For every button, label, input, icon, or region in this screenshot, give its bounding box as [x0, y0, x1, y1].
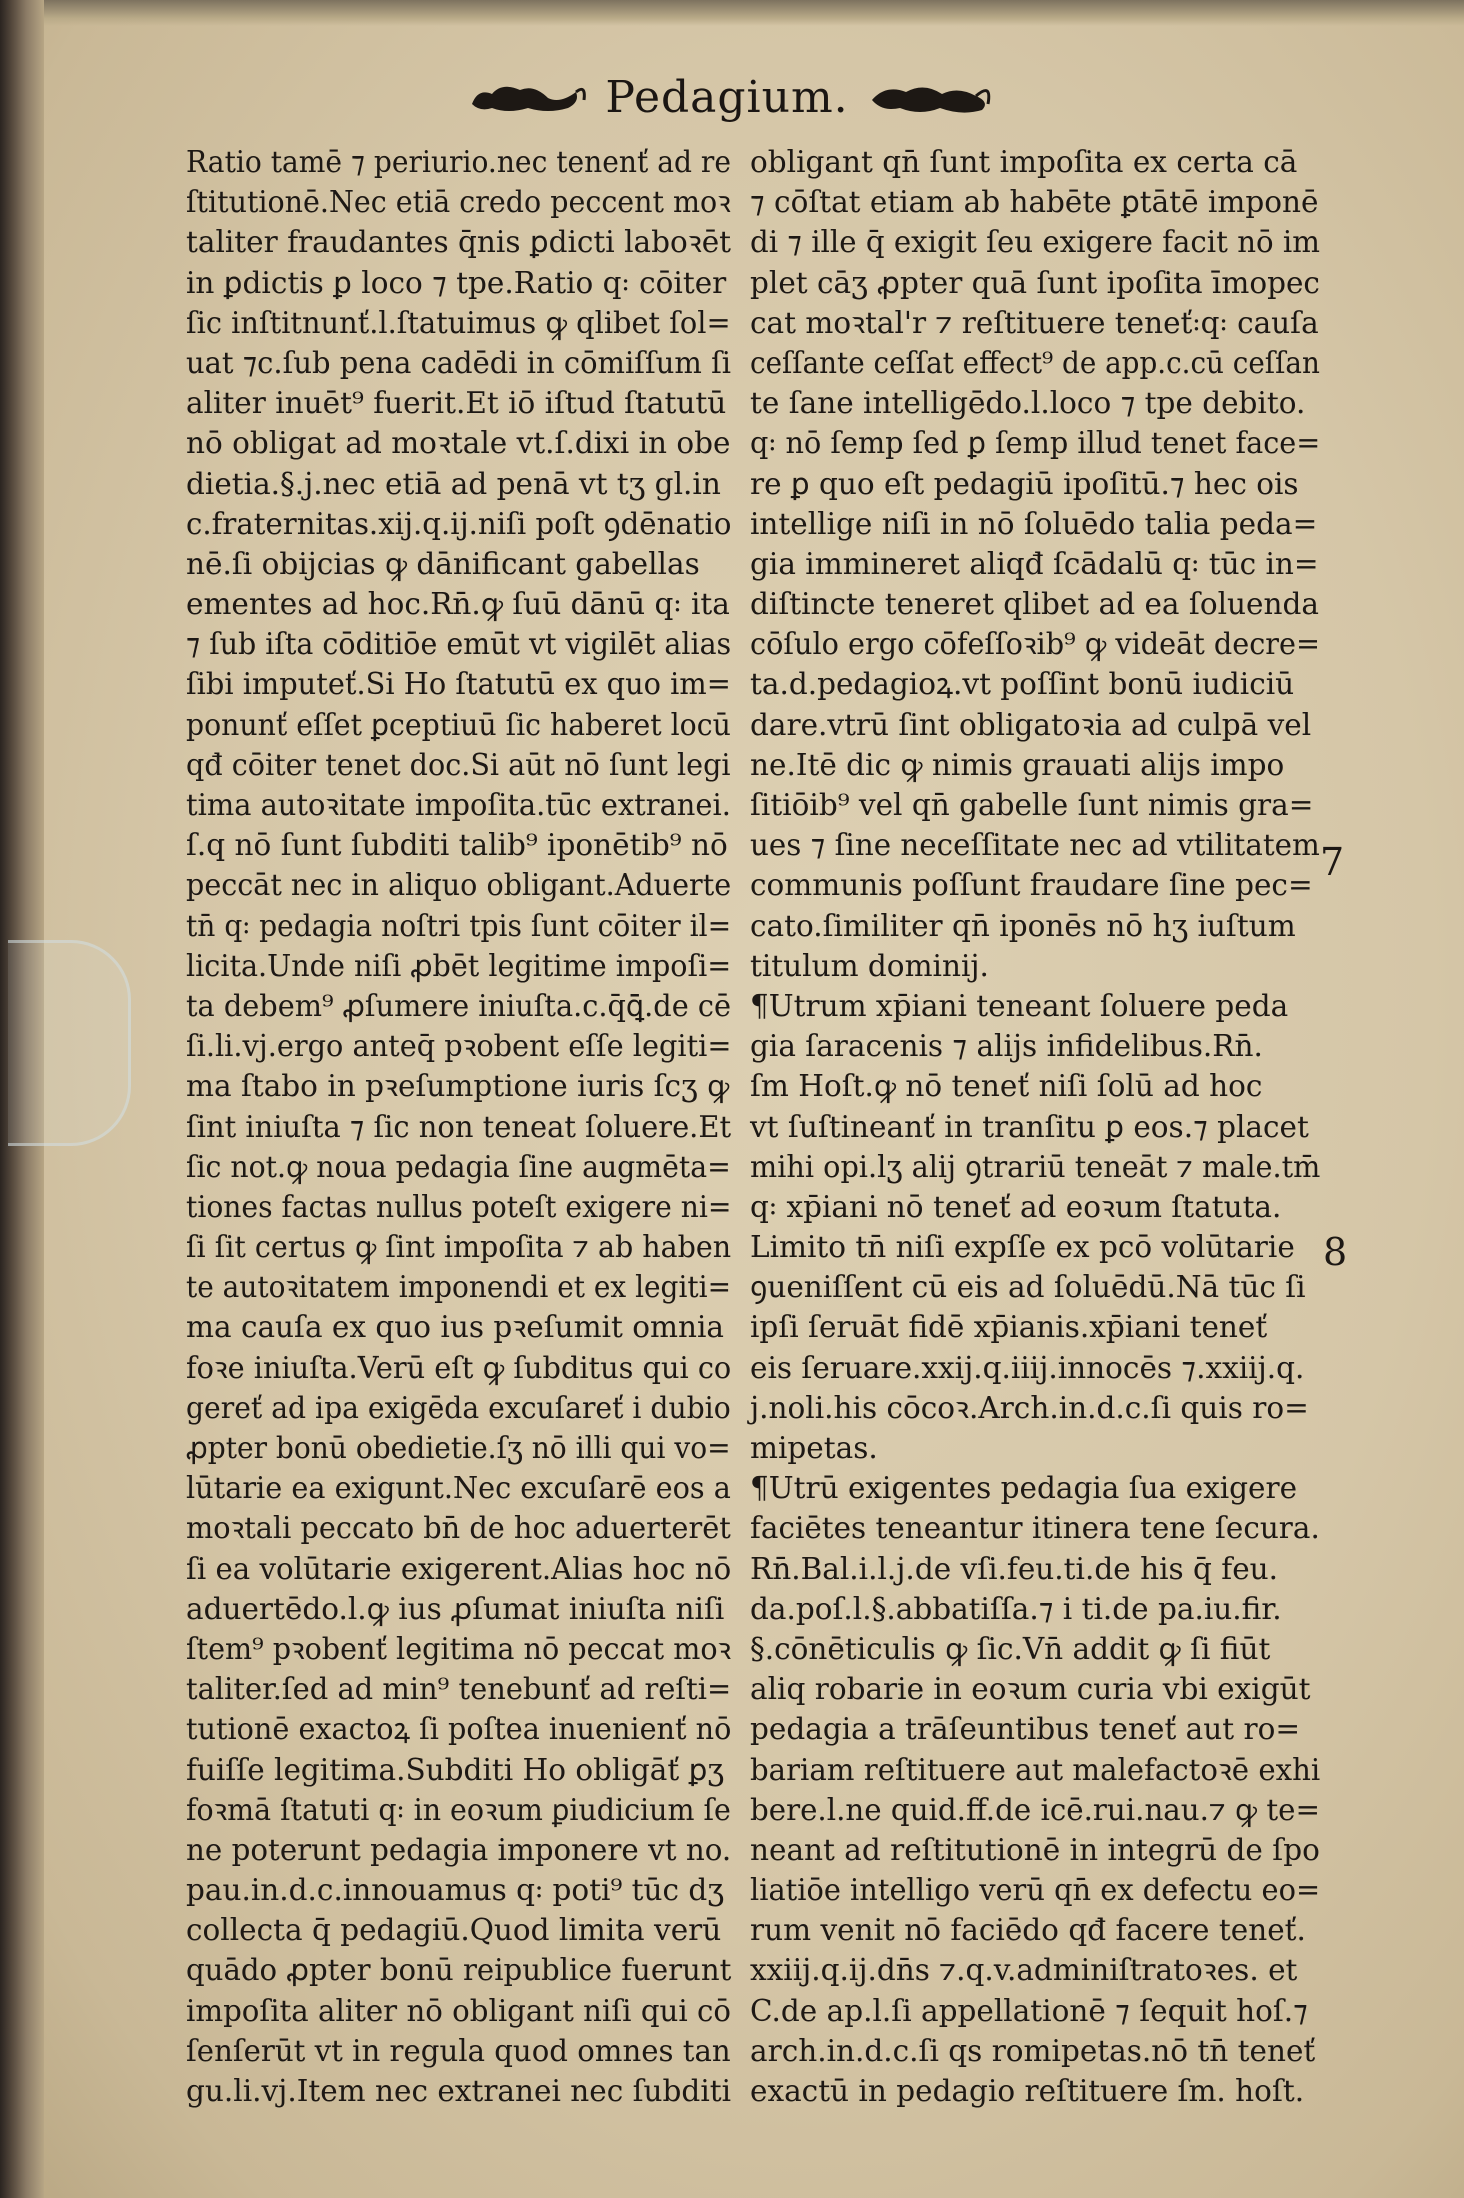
text-line: cat moꝛtal'r ⁊ reſtituere teneť꞉q꞉ cauſa: [750, 305, 1319, 340]
text-line: communis poſſunt fraudare ſine pec=: [750, 868, 1313, 903]
text-line: ſitiōib⁹ vel qn̄ gabelle ſunt nimis gra=: [750, 788, 1314, 822]
text-line: di ⁊ ille q̄ exigit ſeu exigere facit nō im: [750, 225, 1321, 260]
text-line: rum venit nō faciēdo qđ facere teneť.: [750, 1913, 1306, 1948]
text-line: impoſita aliter nō obligant niſi qui cō: [186, 1993, 731, 2028]
text-line: tutionē exactoꝝ ſi poſtea inuenienť nō: [186, 1712, 732, 1747]
text-line: ¶Utrū exigentes pedagia ſua exigere: [750, 1471, 1298, 1506]
text-line: ſ.q nō ſunt ſubditi talib⁹ iponētib⁹ nō: [186, 828, 728, 863]
text-line: q꞉ nō ſemp ſed ꝑ ſemp illud tenet face=: [750, 426, 1321, 461]
text-line: bariam reſtituere aut malefactoꝛē exhi: [750, 1752, 1321, 1787]
text-line: ⁊ cōſtat etiam ab habēte ꝑtātē imponē: [750, 185, 1319, 220]
text-line: ꝯueniſſent cū eis ad ſoluēdū.Nā tūc ſi: [750, 1270, 1306, 1305]
text-line: collecta q̄ pedagiū.Quod limita verū: [186, 1913, 722, 1948]
left-ornament-icon: [468, 74, 588, 122]
text-line: cōſulo ergo cōfeſſoꝛib⁹ ꝙ videāt decre=: [750, 627, 1321, 662]
text-line: Limito tn̄ niſi expſſe ex pcō volūtarie: [750, 1230, 1295, 1265]
text-line: §.cōnēticulis ꝙ ſic.Vn̄ addit ꝙ ſi fiūt: [750, 1631, 1271, 1666]
right-text-column: [750, 142, 1355, 2111]
text-line: dare.vtrū ſint obligatoꝛia ad culpā vel: [750, 707, 1312, 742]
text-line: tima autoꝛitate impoſita.tūc extranei.: [186, 788, 731, 822]
text-line: foꝛmā ſtatuti q꞉ in eoꝛum ꝑiudicium ſe: [186, 1792, 731, 1827]
text-line: uat ⁊c.ſub pena cadēdi in cōmiſſum ſi: [186, 345, 732, 380]
text-line: re ꝑ quo eſt pedagiū ipoſitū.⁊ hec ois: [750, 466, 1299, 501]
text-line: ſtitutionē.Nec etiā credo peccent moꝛ: [186, 185, 731, 220]
text-line: c.fraternitas.xij.q.ij.niſi poſt ꝯdēnatio: [186, 506, 732, 541]
right-ornament-icon: [866, 74, 996, 122]
text-line: peccāt nec in aliquo obligant.Aduerte: [186, 868, 732, 903]
page-title: Pedagium.: [605, 72, 849, 123]
text-line: Ratio tamē ⁊ periurio.nec tenenť ad re: [186, 145, 731, 179]
text-line: ma cauſa ex quo ius pꝛeſumit omnia: [186, 1310, 725, 1345]
text-line: tn̄ q꞉ pedagia noſtri tpis ſunt cōiter il=: [186, 908, 732, 943]
text-line: ſenſerūt vt in regula quod omnes tan: [186, 2033, 731, 2068]
text-line: lūtarie ea exigunt.Nec excuſarē eos a: [186, 1471, 731, 1506]
running-header: [0, 72, 1464, 123]
text-line: plet cāʒ ꝓpter quā ſunt ipoſita īmopec: [750, 265, 1320, 300]
text-line: taliter.ſed ad min⁹ tenebunť ad reſti=: [186, 1672, 732, 1707]
text-line: cato.ſimiliter qn̄ iponēs nō hʒ iuſtum: [750, 908, 1296, 943]
text-line: ma ſtabo in pꝛeſumptione iuris ſcʒ ꝙ: [186, 1069, 730, 1104]
text-line: ſibi imputeť.Si Ho ſtatutū ex quo im=: [186, 667, 731, 702]
text-line: ponunť eſſet ꝑceptiuū ſic haberet locū: [186, 707, 731, 742]
text-line: ſi ea volūtarie exigerent.Alias hoc nō: [186, 1551, 732, 1586]
text-line: ¶Utrum xp̄iani teneant ſoluere peda: [750, 988, 1289, 1023]
text-line: qđ cōiter tenet doc.Si aūt nō ſunt legi: [186, 747, 731, 782]
page-top-edge: [44, 0, 1464, 26]
text-line: licita.Unde niſi ꝓbēt legitime impoſi=: [186, 948, 732, 983]
text-line: vt ſuſtineanť in tranſitu ꝑ eos.⁊ placet: [750, 1109, 1309, 1144]
text-line: nō obligat ad moꝛtale vt.ſ.dixi in obe: [186, 426, 731, 461]
text-line: neant ad reſtitutionē in integrū de ſpo: [750, 1832, 1320, 1867]
text-line: ſi ſit certus ꝙ ſint impoſita ⁊ ab haben: [186, 1230, 732, 1265]
text-line: gu.li.vj.Item nec extranei nec ſubditi: [186, 2074, 732, 2108]
text-line: C.de ap.l.ſi appellationē ⁊ ſequit hoſ.⁊: [750, 1993, 1308, 2028]
text-line: ſint iniuſta ⁊ ſic non teneat ſoluere.Et: [186, 1109, 732, 1144]
left-text-column: [186, 142, 761, 2111]
margin-number: 7: [1320, 840, 1345, 884]
text-line: in ꝑdictis ꝑ loco ⁊ tpe.Ratio q꞉ cōiter: [186, 265, 727, 300]
text-line: ſtem⁹ pꝛobenť legitima nō peccat moꝛ: [186, 1631, 732, 1666]
text-line: arch.in.d.c.ſi qs romipetas.nō tn̄ teneť: [750, 2033, 1316, 2068]
text-line: fuiſſe legitima.Subditi Ho obligāť ꝑʒ: [186, 1752, 725, 1787]
text-line: gereť ad ipa exigēda excuſareť i dubio: [186, 1390, 731, 1425]
text-line: exactū in pedagio reſtituere ſm. hoſt.: [750, 2074, 1305, 2108]
text-line: diſtincte teneret qlibet ad ea ſoluenda: [750, 587, 1319, 622]
text-line: Rn̄.Bal.i.l.j.de vſi.feu.ti.de his q̄ feu.: [750, 1551, 1279, 1586]
text-line: te ſane intelligēdo.l.loco ⁊ tpe debito.: [750, 386, 1306, 421]
text-line: bere.l.ne quid.ff.de icē.rui.nau.⁊ ꝙ te=: [750, 1792, 1320, 1827]
text-line: mipetas.: [750, 1431, 878, 1465]
text-line: faciētes teneantur itinera tene ſecura.: [750, 1511, 1320, 1546]
text-line: nē.ſi obijcias ꝙ dānificant gabellas: [186, 546, 700, 581]
text-line: ipſi ſeruāt fidē xp̄ianis.xp̄iani teneť: [750, 1310, 1268, 1345]
text-line: pedagia a trāſeuntibus teneť aut ro=: [750, 1712, 1301, 1747]
text-line: mihi opi.lʒ alij ꝯtrariū teneāt ⁊ male.tm̄: [750, 1149, 1321, 1184]
text-line: j.noli.his cōcoꝛ.Arch.in.d.c.ſi quis ro=: [750, 1390, 1309, 1425]
text-line: ne poterunt pedagia imponere vt no.: [186, 1832, 732, 1867]
text-line: q꞉ xp̄iani nō teneť ad eoꝛum ſtatuta.: [750, 1189, 1282, 1224]
text-line: dietia.§.j.nec etiā ad penā vt tʒ gl.in: [186, 466, 721, 501]
text-line: ſic not.ꝙ noua pedagia ſine augmēta=: [186, 1149, 731, 1184]
text-line: titulum dominij.: [750, 948, 989, 983]
text-line: ⁊ ſub iſta cōditiōe emūt vt vigilēt alias: [186, 627, 732, 662]
text-line: ꝓpter bonū obedietie.ſʒ nō illi qui vo=: [186, 1431, 731, 1465]
text-line: taliter fraudantes q̄nis ꝑdicti laboꝛēt: [186, 225, 732, 260]
text-line: intellige niſi in nō ſoluēdo talia peda=: [750, 506, 1318, 541]
text-line: ne.Itē dic ꝙ nimis grauati alijs impo: [750, 747, 1285, 782]
text-line: obligant qn̄ ſunt impoſita ex certa cā: [750, 145, 1298, 179]
text-line: aduertēdo.l.ꝙ ius ꝓſumat iniuſta niſi: [186, 1591, 725, 1626]
text-line: xxiij.q.ij.dn̄s ⁊.q.v.adminiſtratoꝛes. et: [750, 1953, 1298, 1988]
text-line: te autoꝛitatem imponendi et ex legiti=: [186, 1270, 732, 1305]
text-line: ſm Hoſt.ꝙ nō teneť niſi ſolū ad hoc: [750, 1069, 1263, 1104]
text-line: liatiōe intelligo verū qn̄ ex defectu eo=: [750, 1873, 1321, 1908]
text-line: ues ⁊ ſine neceſſitate nec ad vtilitatem: [750, 828, 1320, 863]
text-line: pau.in.d.c.innouamus q꞉ poti⁹ tūc dʒ: [186, 1873, 724, 1908]
text-line: foꝛe iniuſta.Verū eſt ꝙ ſubditus qui co: [186, 1350, 732, 1385]
text-line: ſi.li.vj.ergo anteq̄ pꝛobent eſſe legiti=: [186, 1029, 732, 1064]
text-line: gia ſaracenis ⁊ alijs infidelibus.Rn̄.: [750, 1029, 1263, 1064]
text-line: quādo ꝓpter bonū reipublice fuerunt: [186, 1953, 732, 1988]
text-line: ta debem⁹ ꝓſumere iniuſta.c.q̄ꝗ̄.de cē: [186, 988, 732, 1023]
text-line: da.poſ.l.§.abbatiſſa.⁊ i ti.de pa.iu.fir.: [750, 1591, 1282, 1626]
finger-clip: [8, 940, 131, 1146]
text-line: eis ſeruare.xxij.q.iiij.innocēs ⁊.xxiij.q.: [750, 1350, 1305, 1385]
text-line: tiones factas nullus poteſt exigere ni=: [186, 1189, 732, 1224]
text-line: aliq robarie in eoꝛum curia vbi exigūt: [750, 1672, 1311, 1707]
text-line: ementes ad hoc.Rn̄.ꝙ ſuū dānū q꞉ ita: [186, 587, 730, 622]
text-line: gia immineret aliqđ ſcādalū q꞉ tūc in=: [750, 546, 1319, 581]
text-line: ceſſante ceſſat effect⁹ de app.c.cū ceſſan: [750, 345, 1320, 380]
text-line: moꝛtali peccato bn̄ de hoc aduerterēt: [186, 1511, 731, 1546]
text-line: ta.d.pedagioꝝ.vt poſſint bonū iudiciū: [750, 667, 1295, 702]
text-line: aliter inuēt⁹ fuerit.Et iō iſtud ſtatutū: [186, 386, 727, 421]
text-line: ſic inſtitnunť.l.ſtatuimus ꝙ qlibet ſol=: [186, 305, 731, 340]
margin-number: 8: [1323, 1230, 1348, 1274]
